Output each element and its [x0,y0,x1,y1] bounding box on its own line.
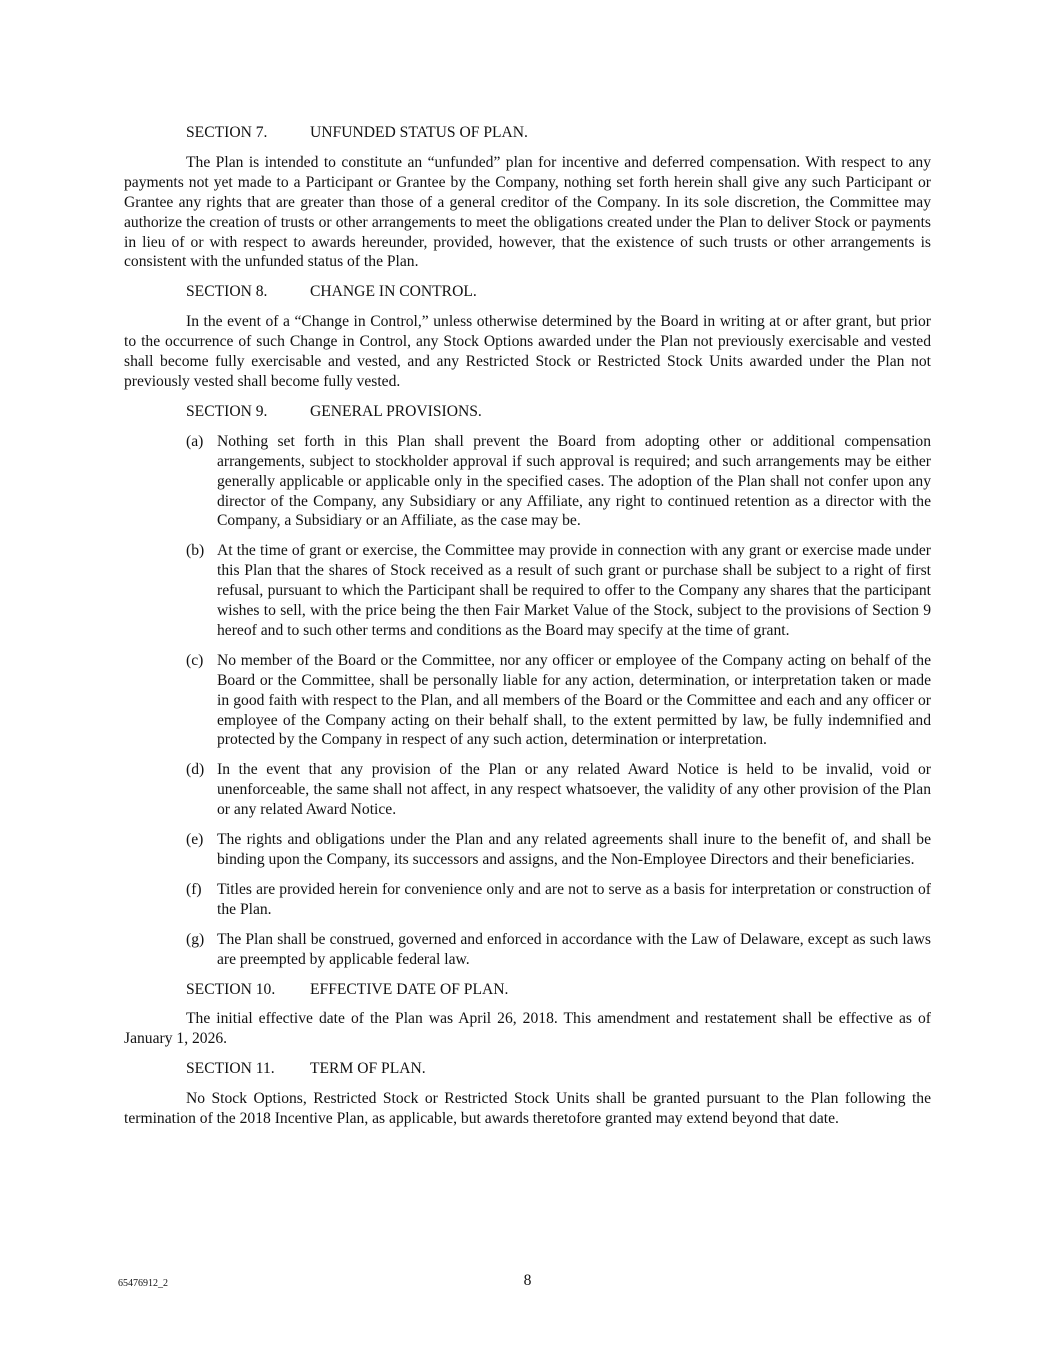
section-7-paragraph: The Plan is intended to constitute an “unfunded” plan for incentive and deferred compensation. With respect to any payments not yet made to a Participant or Grantee by the Company, nothing set forth herein shall give any such Participant or Grantee any rights that are greater than those of a general creditor of the Company. In its sole discretion, the Committee may authorize the creation of trusts or other arrangements to meet the obligations created under the Plan to deliver Stock or payments in lieu of or with respect to awards hereunder, provided, however, that the existence of such trusts or other arrangements is consistent with the unfunded status of the Plan. [124,153,931,271]
section-10-number: SECTION 10. [186,980,276,998]
section-7-title: UNFUNDED STATUS OF PLAN. [310,124,528,141]
section-9-heading [124,402,931,422]
provision-item-b [124,541,931,641]
provision-text: Titles are provided herein for convenience only and are not to serve as a basis for interpretation or construction of the Plan. [217,880,931,918]
section-11-number: SECTION 11. [186,1060,275,1078]
document-id: 65476912_2 [118,1278,168,1289]
section-11-paragraph: No Stock Options, Restricted Stock or Restricted Stock Units shall be granted pursuant to the Plan following the termination of the 2018 Incentive Plan, as applicable, but awards theretofore granted may extend beyond that date. [124,1090,931,1128]
section-11-title: TERM OF PLAN. [310,1060,426,1078]
provision-item-e [124,830,931,870]
provision-label: (a) [186,432,204,450]
section-8-heading [124,282,931,302]
section-8-paragraph: In the event of a “Change in Control,” unless otherwise determined by the Board in writing at or after grant, but prior to the occurrence of such Change in Control, any Stock Options awarded under the Plan not previously exercisable and vested shall become fully exercisable and vested, and any Restricted Stock or Restricted Stock Units awarded under the Plan not previously vested shall become fully vested. [124,313,931,390]
section-10-paragraph: The initial effective date of the Plan was April 26, 2018. This amendment and restatement shall be effective as of January 1, 2026. [124,1010,931,1048]
provision-item-c [124,651,931,751]
section-10-title: EFFECTIVE DATE OF PLAN. [310,980,509,998]
provision-text: In the event that any provision of the Plan or any related Award Notice is held to be invalid, void or unenforceable, the same shall not affect, in any respect whatsoever, the validity of any other provision of the Plan or any related Award Notice. [217,761,931,819]
section-8-title: CHANGE IN CONTROL. [310,283,477,301]
section-7-heading [124,123,931,143]
section-11-heading [124,1059,931,1079]
provision-label: (e) [186,831,204,849]
provision-item-f [124,880,931,920]
provision-label: (f) [186,880,202,898]
document-page [124,123,931,1139]
page-number: 8 [523,1272,532,1289]
provision-label: (b) [186,542,205,560]
provision-text: The rights and obligations under the Plan and any related agreements shall inure to the benefit of, and shall be binding upon the Company, its successors and assigns, and the Non-Employee Directors and their beneficiaries. [217,831,931,868]
section-7-number: SECTION 7. [186,124,268,141]
section-9-number: SECTION 9. [186,402,268,420]
provision-label: (g) [186,930,205,948]
section-10-heading [124,980,931,1000]
provision-item-a [124,432,931,532]
provision-text: At the time of grant or exercise, the Committee may provide in connection with any grant or exercise made under this Plan that the shares of Stock received as a result of such grant or purchase shall be subject to a right of first refusal, pursuant to which the Participant shall be required to offer to the Company any shares that the participant wishes to sell, with the price being the then Fair Market Value of the Stock, subject to the provisions of Section 9 hereof and to such other terms and conditions as the Board may specify at the time of grant. [217,542,931,639]
section-9-title: GENERAL PROVISIONS. [310,402,482,420]
provision-text: Nothing set forth in this Plan shall prevent the Board from adopting other or additional compensation arrangements, subject to stockholder approval if such approval is required; and such arrangements may be either generally applicable or applicable only in the specified cases. The adoption of the Plan shall not confer upon any director of the Company, any Subsidiary or any Affiliate, any right to continued retention as a director with the Company, a Subsidiary or an Affiliate, as the case may be. [217,432,931,530]
section-8-number: SECTION 8. [186,283,268,301]
provision-text: No member of the Board or the Committee, nor any officer or employee of the Company acting on behalf of the Board or the Committee, shall be personally liable for any action, determination, or interpretation taken or made in good faith with respect to the Plan, and all members of the Board or the Committee and each and any officer or employee of the Company acting on their behalf shall, to the extent permitted by law, be fully indemnified and protected by the Company in respect of any such action, determination or interpretation. [217,651,931,749]
provision-item-d [124,760,931,820]
provision-label: (c) [186,651,204,669]
provision-item-g [124,930,931,970]
provision-label: (d) [186,761,205,779]
provision-text: The Plan shall be construed, governed and enforced in accordance with the Law of Delaware, except as such laws are preempted by applicable federal law. [217,930,931,968]
